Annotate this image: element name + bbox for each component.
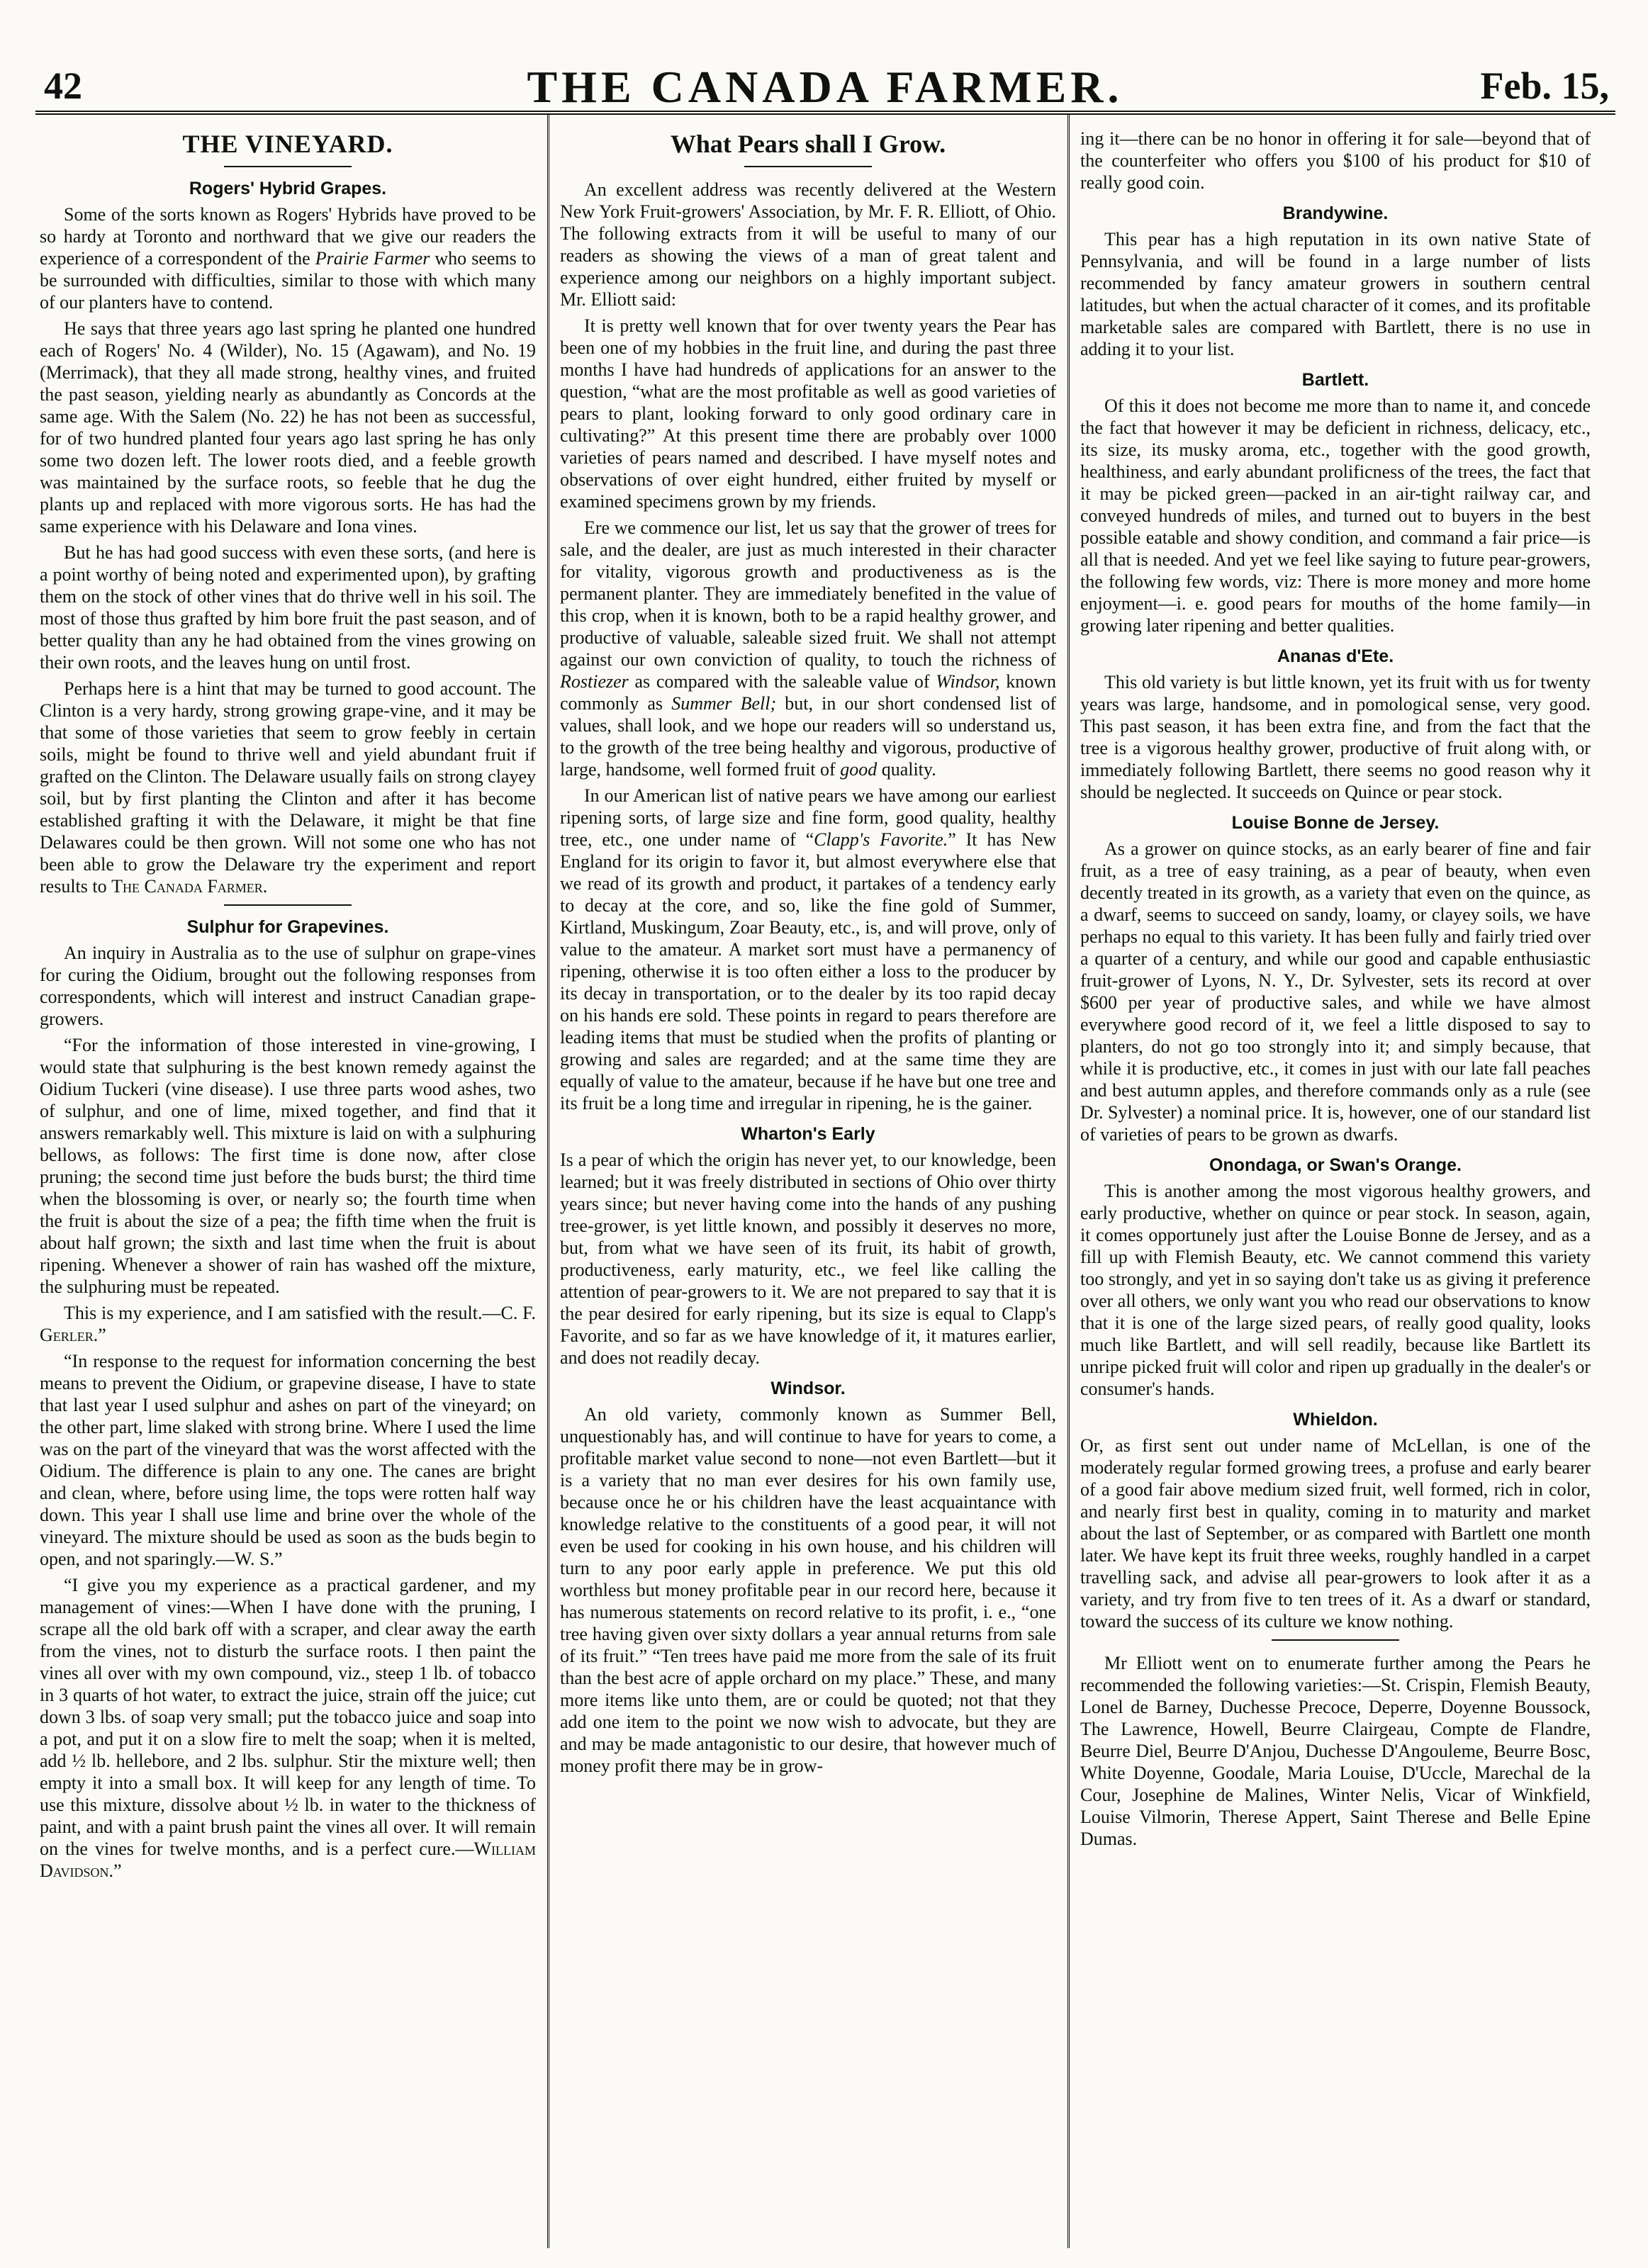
section-rule — [224, 904, 352, 906]
paragraph: But he has had good success with even these sorts, (and here is a point worthy of being noted and experimented upon), by grafting them on the stock of other vines that do thrive well in his soil. The most of those thus grafted by him bore fruit the past season, and of better quality than any he had obtained from the vines growing on their own roots, and the leaves hung on until frost. — [40, 542, 536, 673]
issue-date: Feb. 15, — [1480, 64, 1609, 107]
variety-heading: Whieldon. — [1293, 1410, 1378, 1430]
section-heading-sulphur: Sulphur for Grapevines. — [186, 917, 389, 937]
paragraph: ing it—there can be no honor in offering it for sale—beyond that of the counterfeiter who offers you $100 of his product for $10 of really good coin. — [1080, 128, 1591, 193]
paragraph: “In response to the request for information concerning the best means to prevent the Oidium, or grapevine disease, I have to state that last year I used sulphur and ashes on part of the vineyard; on the other part, lime slaked with strong brine. Where I used the lime was on the part of the vineyard that was the worst affected with the Oidium. The difference is plain to any one. The canes are bright and clean, where, before using lime, the tops were rotten half way down. This year I shall use lime and brine over the whole of the vineyard. The mixture should be used as soon as the buds begin to open, and not sparingly.—W. S.” — [40, 1351, 536, 1569]
variety-heading: Louise Bonne de Jersey. — [1231, 813, 1440, 833]
column-vineyard — [40, 128, 536, 2247]
paragraph: Ere we commence our list, let us say that the grower of trees for sale, and the dealer, are just as much interested in their character for vitality, vigorous growth and productiveness as is the permanent planter. They are immediately benefited in the value of this crop, when it is known, both to be a rapid healthy grower, and productive of valuable, saleable sized fruit. We shall not attempt against our own conviction of quality, to touch the richness of Rostiezer as compared with the saleable value of Windsor, known commonly as Summer Bell; but, in our short condensed list of values, shall look, and we hope our readers will so understand us, to the growth of the tree being healthy and vigorous, productive of large, handsome, well formed fruit of good quality. — [560, 517, 1056, 780]
paragraph: As a grower on quince stocks, as an early bearer of fine and fair fruit, as a tree of easy training, as a pear of beauty, when even decently treated in its growth, as a variety that even on the quince, as a dwarf, seems to succeed on sandy, loamy, or clayey soils, we have perhaps no equal to this variety. It has been fully and fairly tried over a quarter of a century, and while our good and capable enthusiastic fruit-grower of Lyons, N. Y., Dr. Sylvester, sets its record at over $600 per year of productive sales, and while we have almost everywhere good record of it, we feel a little disposed to say to planters, do not go too strongly into it; and simply because, that while it is productive, etc., it comes in just with our late fall peaches and best autumn apples, and therefore commands only as a rule (see Dr. Sylvester) a nominal price. It is, however, one of our standard list of varieties of pears to be grown as dwarfs. — [1080, 838, 1591, 1145]
paragraph: This old variety is but little known, yet its fruit with us for twenty years was large, handsome, and in pomological sense, very good. This past season, it has been extra fine, and from the fact that the tree is a vigorous healthy grower, productive of fruit along with, or immediately following Bartlett, there seems no good reason why it should be neglected. It succeeds on Quince or pear stock. — [1080, 672, 1591, 802]
paragraph: Or, as first sent out under name of McLellan, is one of the moderately regular formed growing trees, a profuse and early bearer of a good fair above medium sized fruit, well formed, rich in color, and nearly first best in quality, coming in to maturity and market about the last of September, or as compared with Bartlett one month later. We have kept its fruit three weeks, roughly handled in a carpet travelling sack, and advise all pear-growers to look after it as a variety, and try from five to ten trees of it. As a dwarf or standard, toward the success of its culture we know nothing. — [1080, 1435, 1591, 1632]
paragraph: Is a pear of which the origin has never yet, to our knowledge, been learned; but it was freely distributed in sections of Ohio over thirty years since; but never having come into the hands of any pushing tree-grower, is yet little known, and possibly it deserves no more, but, from what we have seen of its fruit, its habit of growth, productiveness, early maturity, etc., we feel like calling the attention of pear-growers to it. We are not prepared to say that it is the pear desired for early ripening, but its size is equal to Clapp's Favorite, and so far as we have knowledge of it, it matures earlier, and does not readily decay. — [560, 1150, 1056, 1368]
paragraph: An old variety, commonly known as Summer Bell, unquestionably has, and will continue to have for years to come, a profitable market value second to none—not even Bartlett—but it is a variety that no man ever desires for his own family use, because once he or his children have the least acquaintance with knowledge relative to the constituents of a good pear, it will not even be used for cooking in his own house, and his children will turn to any poor early apple in preference. We put this old worthless but money profitable pear in our record here, because it has numerous statements on record relative to its profit, i. e., “one tree having given over sixty dollars a year annual returns from sale of its fruit.” “Ten trees have paid me more from the sale of its fruit than the best acre of apple orchard on my place.” These, and many more items like unto them, are or could be quoted; not that they add one item to the point we now wish to advocate, but they are and may be made antagonistic to our desire, that however much of money profit there may be in grow- — [560, 1404, 1056, 1776]
column-pears-continued — [1080, 128, 1591, 2247]
paragraph: This pear has a high reputation in its own native State of Pennsylvania, and will be found in a large number of lists recommended by fancy amateur growers in southern central latitudes, but when the actual character of it comes, and its profitable marketable sales are compared with Bartlett, there is no use in adding it to your list. — [1080, 229, 1591, 359]
paragraph: It is pretty well known that for over twenty years the Pear has been one of my hobbies in the fruit line, and during the past three months I have had hundreds of applications for an answer to the question, “what are the most profitable as well as good varieties of pears to plant, looking forward to only good ordinary care in cultivating?” At this present time there are probably over 1000 varieties of pears named and described. I have myself notes and observations of over eight hundred, either fruited by myself or examined specimens grown by my friends. — [560, 315, 1056, 512]
paragraph: “For the information of those interested in vine-growing, I would state that sulphuring is the best known remedy against the Oidium Tuckeri (vine disease). I use three parts wood ashes, two of sulphur, and one of lime, mixed together, and find that it answers remarkably well. This mixture is laid on with a sulphuring bellows, as follows: The first time is done now, after close pruning; the second time just before the buds burst; the third time when the blossoming is over, or nearly so; the fourth time when the fruit is about the size of a pea; the fifth time when the fruit is about half grown; the sixth and last time when the fruit is about ripening. Whenever a shower of rain has washed off the mixture, the sulphuring must be repeated. — [40, 1035, 536, 1297]
paragraph: This is my experience, and I am satisfied with the result.—C. F. Gerler.” — [40, 1303, 536, 1345]
column-divider — [547, 115, 549, 2248]
masthead-rule — [35, 111, 1615, 115]
masthead — [35, 26, 1615, 111]
paragraph: “I give you my experience as a practical gardener, and my management of vines:—When I have done with the pruning, I scrape all the old bark off with a scraper, and clear away the earth from the vines, not to disturb the surface roots. I then paint the vines all over with my own compound, viz., steep 1 lb. of tobacco in 3 quarts of hot water, to extract the juice, strain off the juice; cut down 3 lbs. of soap very small; put the tobacco juice and soap into a pot, and put it on a slow fire to melt the soap; when it is melted, add ½ lb. hellebore, and 2 lbs. sulphur. Stir the mixture well; then empty it into a small box. It will keep for any length of time. To use this mixture, dissolve about ½ lb. in water to the thickness of paint, and with a paint brush paint the vines all over. It will remain on the vines for twelve months, and is a perfect cure.—William Davidson.” — [40, 1575, 536, 1881]
paragraph: In our American list of native pears we have among our earliest ripening sorts, of large size and fine form, good quality, healthy tree, etc., one under name of “Clapp's Favorite.” It has New England for its origin to favor it, but almost everywhere else that we read of its growth and product, it partakes of a tendency early to decay at the core, and so, like the fine gold of Summer, Kirtland, Muskingum, Zoar Beauty, etc., is, and will prove, only of value to the amateur. A market sort must have a permanency of ripening, otherwise it is too often either a loss to the producer by its decay in transportation, or to the dealer by its too rapid decay on his hands ere sold. These points in regard to pears therefore are leading items that must be studied when the profits of planting or growing and sales are regarded; and at the same time they are equally of value to the amateur, because if he have but one tree and its fruit be a long time and irregular in ripening, he is the gainer. — [560, 785, 1056, 1113]
section-rule — [744, 166, 872, 167]
newspaper-title: THE CANADA FARMER. — [527, 62, 1123, 112]
paragraph: An inquiry in Australia as to the use of sulphur on grape-vines for curing the Oidium, brought out the following responses from correspondents, which will interest and instruct Canadian grape-growers. — [40, 943, 536, 1029]
variety-heading: Windsor. — [770, 1379, 846, 1398]
section-rule — [224, 166, 352, 167]
variety-heading: Onondaga, or Swan's Orange. — [1209, 1155, 1462, 1175]
paragraph: Perhaps here is a hint that may be turned to good account. The Clinton is a very hardy, strong growing grape-vine, and it may be that some of those varieties that seem to grow feebly in certain soils, might be found to thrive well and yield abundant fruit if grafted on the Clinton. The Delaware usually fails on strong clayey soil, but by first planting the Clinton and after it has become established grafting it with the Delaware, it might be that fine Delawares could be then grown. Will not some one who has not been able to grow the Delaware try the experiment and report results to The Canada Farmer. — [40, 678, 536, 897]
paragraph: This is another among the most vigorous healthy growers, and early productive, whether on quince or pear stock. In season, again, it comes opportunely just after the Louise Bonne de Jersey, and as a fill up with Flemish Beauty, etc. We cannot commend this variety too strongly, and yet in so saying don't take us as giving it preference over all others, we only want you who read our observations to know that it is one of the large sized pears, of really good quality, looks much like Bartlett, and will sell readily, because like Bartlett its unripe picked fruit will color and ripen up gradually in the dealer's or consumer's hands. — [1080, 1181, 1591, 1399]
article-headline: What Pears shall I Grow. — [670, 130, 946, 158]
section-rule — [1272, 1639, 1399, 1641]
variety-heading: Wharton's Early — [741, 1124, 875, 1144]
paragraph: Some of the sorts known as Rogers' Hybrids have proved to be so hardy at Toronto and northward that we give our readers the experience of a correspondent of the Prairie Farmer who seems to be surrounded with difficulties, similar to those with which many of our planters have to contend. — [40, 204, 536, 313]
paragraph: Mr Elliott went on to enumerate further among the Pears he recommended the following varieties:—St. Crispin, Flemish Beauty, Lonel de Barney, Duchesse Precoce, Deperre, Doyenne Boussock, The Lawrence, Howell, Beurre Clairgeau, Compte de Flandre, Beurre Diel, Beurre D'Anjou, Duchesse D'Angouleme, Beurre Bosc, White Doyenne, Goodale, Maria Louise, D'Uccle, Marechal de la Cour, Josephine de Malines, Winter Nelis, Vicar of Winkfield, Louise Vilmorin, Therese Appert, Saint Therese and Belle Epine Dumas. — [1080, 1653, 1591, 1849]
publication-name: Prairie Farmer — [315, 248, 430, 269]
section-heading-rogers: Rogers' Hybrid Grapes. — [189, 179, 387, 198]
paragraph: Of this it does not become me more than to name it, and concede the fact that however it may be deficient in richness, delicacy, etc., its size, its musky aroma, etc., together with the good growth, healthiness, and early abundant prolificness of the trees, the fact that it may be picked green—packed in an air-tight railway car, and conveyed hundreds of miles, and turned out to buyers in the best possible eatable and showy condition, and command a fair price—is all that is needed. And yet we feel like saying to future pear-growers, the following few words, viz: There is more money and more home enjoyment—i. e. good pears for mouths of the home family—in growing later ripening and better qualities. — [1080, 395, 1591, 636]
department-title: THE VINEYARD. — [182, 130, 393, 158]
column-pears — [560, 128, 1056, 2247]
variety-heading: Ananas d'Ete. — [1277, 646, 1394, 666]
column-divider — [1067, 115, 1070, 2248]
paragraph: An excellent address was recently delivered at the Western New York Fruit-growers' Association, by Mr. F. R. Elliott, of Ohio. The following extracts from it will be useful to many of our readers as showing the views of a man of great talent and experience among our neighbors on a highly important subject. Mr. Elliott said: — [560, 179, 1056, 310]
variety-heading: Bartlett. — [1301, 370, 1369, 390]
variety-heading: Brandywine. — [1282, 203, 1389, 223]
paragraph: He says that three years ago last spring he planted one hundred each of Rogers' No. 4 (Wilder), No. 15 (Agawam), and No. 19 (Merrimack), that they all made strong, healthy vines, and fruited the past season, yielding nearly as abundantly as Concords at the same age. With the Salem (No. 22) he has not been as successful, for of two hundred planted four years ago last spring he has only some two dozen left. The lower roots died, and a feeble growth was maintained by the surface roots, so feeble that he dug the plants up and replaced with more vigorous sorts. He has had the same experience with his Delaware and Iona vines. — [40, 318, 536, 537]
page-number: 42 — [44, 64, 82, 107]
